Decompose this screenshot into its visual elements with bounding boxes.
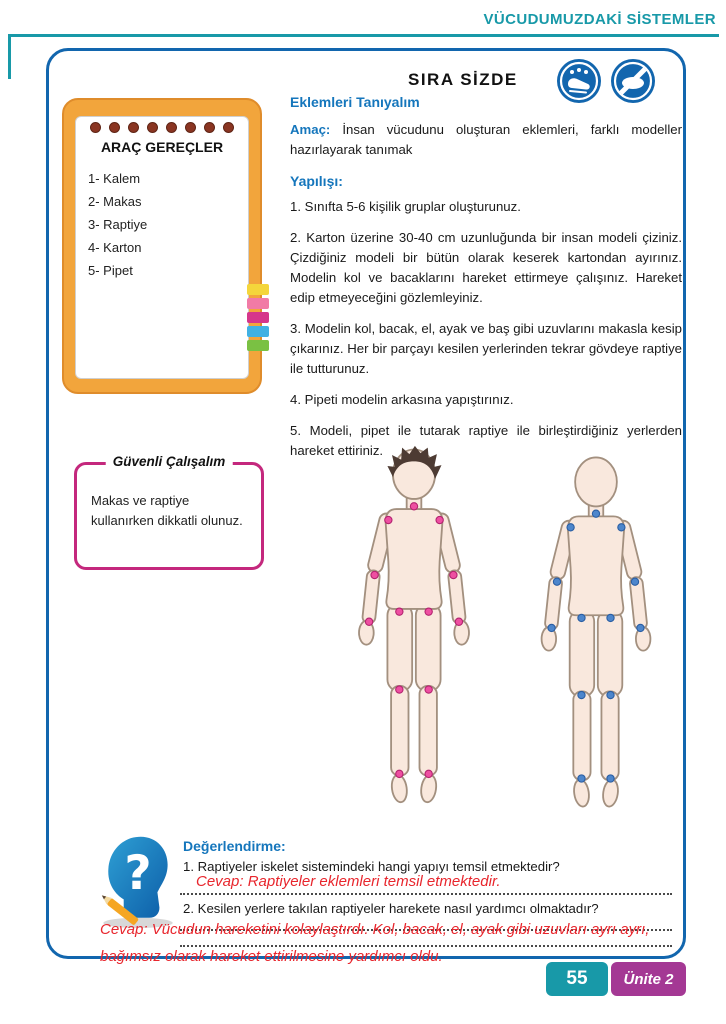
material-item: 3- Raptiye [88, 217, 148, 232]
evaluation-question-1: 1. Raptiyeler iskelet sistemindeki hangi yapıyı temsil etmektedir? [183, 859, 560, 874]
purpose-label: Amaç: [290, 122, 331, 137]
materials-list [88, 167, 248, 282]
page-header-title: VÜCUDUMUZDAKİ SİSTEMLER [483, 11, 716, 28]
sticky-tab-magenta [247, 312, 269, 323]
page-number-badge: 55 [546, 962, 608, 996]
safety-note-text: Makas ve raptiye kullanırken dikkatli olunuz. [91, 493, 243, 528]
activity-subtitle: Eklemleri Tanıyalım [290, 94, 420, 110]
safety-note-box [74, 454, 264, 570]
evaluation-title: Değerlendirme: [183, 838, 286, 854]
purpose-text: İnsan vücudunu oluşturan eklemleri, farklı modeller hazırlayarak tanımak [290, 122, 682, 157]
activity-title: SIRA SİZDE [408, 70, 518, 89]
thinking-head-icon [96, 832, 180, 928]
clipboard-rivets [90, 122, 234, 133]
procedure-step: 1. Sınıfta 5-6 kişilik gruplar oluşturunuz. [290, 199, 521, 214]
procedure-step: 3. Modelin kol, bacak, el, ayak ve baş gibi uzuvlarını makasla kesip çıkarınız. Her bir parçayı kesilen yerlerinden tekrar gövdeye raptiye ile tutturunuz. [290, 321, 682, 376]
sticky-tab-green [247, 340, 269, 351]
procedure-step: 2. Karton üzerine 30-40 cm uzunluğunda bir insan modeli çiziniz. Çizdiğiniz modeli bir bütün olarak keserek kartondan ayırınız. Modelin kol ve bacaklarını hareket ettirmeye çalışınız. Hareket edip etmeyeceğini gözlemleyiniz. [290, 230, 682, 305]
sticky-tab-pink [247, 298, 269, 309]
material-item: 1- Kalem [88, 171, 141, 186]
material-item: 2- Makas [88, 194, 142, 209]
svg-text:?: ? [124, 846, 152, 902]
materials-title: ARAÇ GEREÇLER [100, 139, 224, 155]
body-model-figure-left [336, 444, 492, 838]
sticky-tab-blue [247, 326, 269, 337]
procedure-step: 4. Pipeti modelin arkasına yapıştırınız. [290, 392, 514, 407]
material-item: 5- Pipet [88, 263, 133, 278]
material-item: 4- Karton [88, 240, 142, 255]
safety-note-title: Güvenli Çalışalım [106, 454, 233, 469]
purpose-paragraph [290, 120, 682, 160]
procedure-label: Yapılışı: [290, 173, 343, 189]
instructions-column [290, 92, 682, 472]
materials-panel [75, 116, 249, 379]
procedure-step: 5. Modeli, pipet ile tutarak raptiye ile birleştirdiğiniz yerlerden hareket ettiriniz. [290, 423, 682, 458]
evaluation-answer-2: Cevap: Vücudun hareketini kolaylaştırdı. Kol, bacak, el, ayak gibi uzuvları ayrı ayrı, bağımsız olarak hareket ettirilmesine yardımcı oldu. [100, 921, 650, 965]
evaluation-question-2: 2. Kesilen yerlere takılan raptiyeler harekete nasıl yardımcı olmaktadır? [183, 901, 599, 916]
sticky-tab-yellow [247, 284, 269, 295]
unit-badge: Ünite 2 [611, 962, 686, 996]
body-model-figure-right [518, 452, 674, 842]
evaluation-answer-1: Cevap: Raptiyeler eklemleri temsil etmektedir. [196, 873, 501, 890]
materials-clipboard [62, 98, 262, 394]
